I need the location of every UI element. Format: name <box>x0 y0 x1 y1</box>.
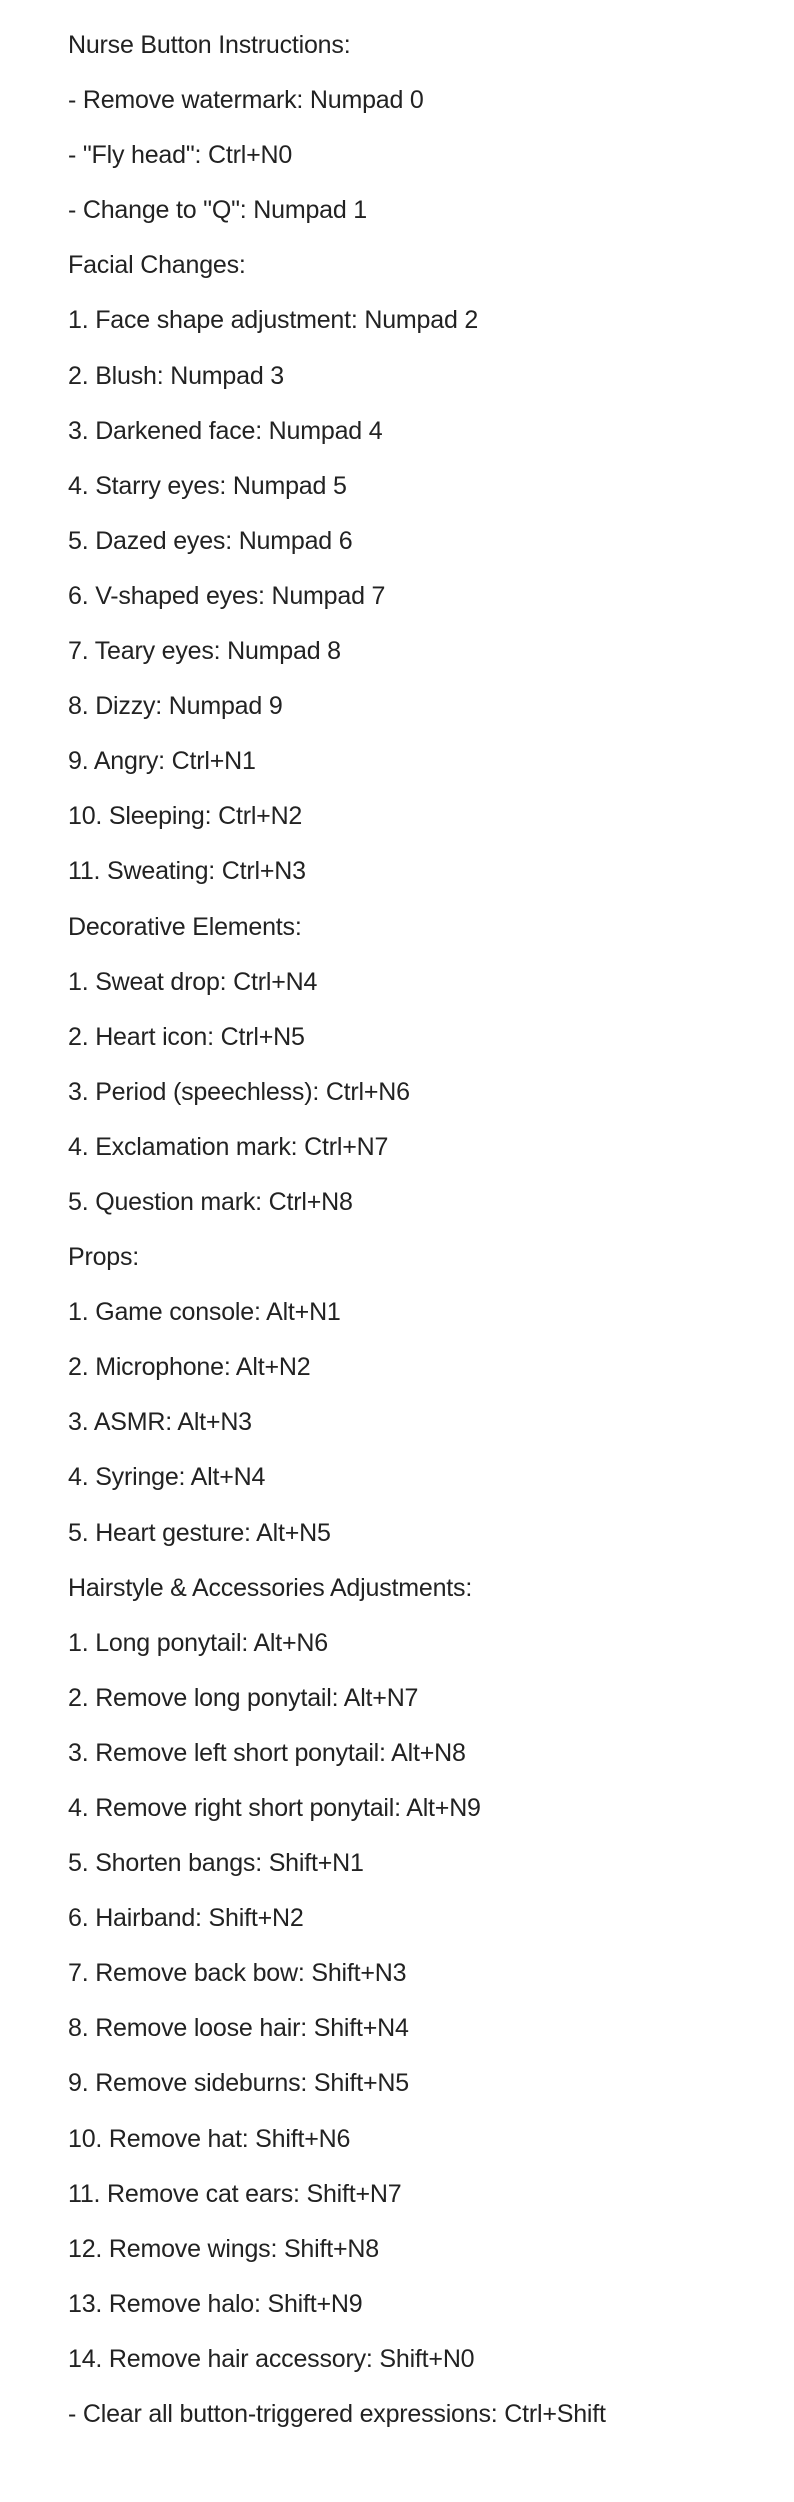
instruction-line: 5. Dazed eyes: Numpad 6 <box>68 526 353 555</box>
instruction-line: 2. Remove long ponytail: Alt+N7 <box>68 1683 419 1712</box>
instruction-line: 5. Question mark: Ctrl+N8 <box>68 1187 353 1216</box>
instruction-line: 10. Sleeping: Ctrl+N2 <box>68 802 303 831</box>
instruction-line: 8. Remove loose hair: Shift+N4 <box>68 2014 409 2043</box>
instruction-line: 1. Long ponytail: Alt+N6 <box>68 1628 328 1657</box>
instruction-line: 12. Remove wings: Shift+N8 <box>68 2234 379 2263</box>
instruction-line: 3. Darkened face: Numpad 4 <box>68 416 383 445</box>
section-heading: Nurse Button Instructions: <box>68 31 351 59</box>
section-heading: Props: <box>68 1243 140 1272</box>
instruction-line: 10. Remove hat: Shift+N6 <box>68 2124 351 2153</box>
section-heading: Decorative Elements: <box>68 912 302 941</box>
instruction-line: 11. Remove cat ears: Shift+N7 <box>68 2179 402 2208</box>
instruction-line: 3. Remove left short ponytail: Alt+N8 <box>68 1738 466 1767</box>
section-heading: Facial Changes: <box>68 251 246 280</box>
instruction-line: 6. Hairband: Shift+N2 <box>68 1904 304 1933</box>
instruction-line: 9. Remove sideburns: Shift+N5 <box>68 2069 409 2098</box>
instruction-line: 5. Shorten bangs: Shift+N1 <box>68 1849 364 1878</box>
instruction-line: 2. Heart icon: Ctrl+N5 <box>68 1022 305 1051</box>
instruction-line: 11. Sweating: Ctrl+N3 <box>68 857 306 886</box>
instruction-line: 1. Sweat drop: Ctrl+N4 <box>68 967 318 996</box>
section-heading: Hairstyle & Accessories Adjustments: <box>68 1573 473 1602</box>
instruction-line: 1. Game console: Alt+N1 <box>68 1298 341 1327</box>
instruction-line: 2. Blush: Numpad 3 <box>68 361 284 390</box>
instruction-line: - Clear all button-triggered expressions: Ctrl+Shift <box>68 2400 606 2429</box>
instruction-line: 9. Angry: Ctrl+N1 <box>68 747 256 776</box>
instruction-line: 3. Period (speechless): Ctrl+N6 <box>68 1077 410 1106</box>
instruction-line: 7. Remove back bow: Shift+N3 <box>68 1959 407 1988</box>
instruction-line: 5. Heart gesture: Alt+N5 <box>68 1518 331 1547</box>
instruction-line: 1. Face shape adjustment: Numpad 2 <box>68 306 479 335</box>
instruction-line: 8. Dizzy: Numpad 9 <box>68 692 283 721</box>
instruction-line: 4. Syringe: Alt+N4 <box>68 1463 266 1492</box>
instruction-line: 13. Remove halo: Shift+N9 <box>68 2289 363 2318</box>
instruction-line: 14. Remove hair accessory: Shift+N0 <box>68 2344 475 2373</box>
instruction-line: 4. Starry eyes: Numpad 5 <box>68 471 347 500</box>
instruction-line: 4. Exclamation mark: Ctrl+N7 <box>68 1132 389 1161</box>
instruction-line: - Remove watermark: Numpad 0 <box>68 86 424 115</box>
instruction-line: 6. V-shaped eyes: Numpad 7 <box>68 581 386 610</box>
instruction-line: 3. ASMR: Alt+N3 <box>68 1408 252 1437</box>
instruction-line: - "Fly head": Ctrl+N0 <box>68 141 293 170</box>
instruction-line: 4. Remove right short ponytail: Alt+N9 <box>68 1794 481 1822</box>
instruction-line: 7. Teary eyes: Numpad 8 <box>68 637 341 666</box>
instruction-line: - Change to "Q": Numpad 1 <box>68 196 368 225</box>
instruction-line: 2. Microphone: Alt+N2 <box>68 1353 311 1382</box>
